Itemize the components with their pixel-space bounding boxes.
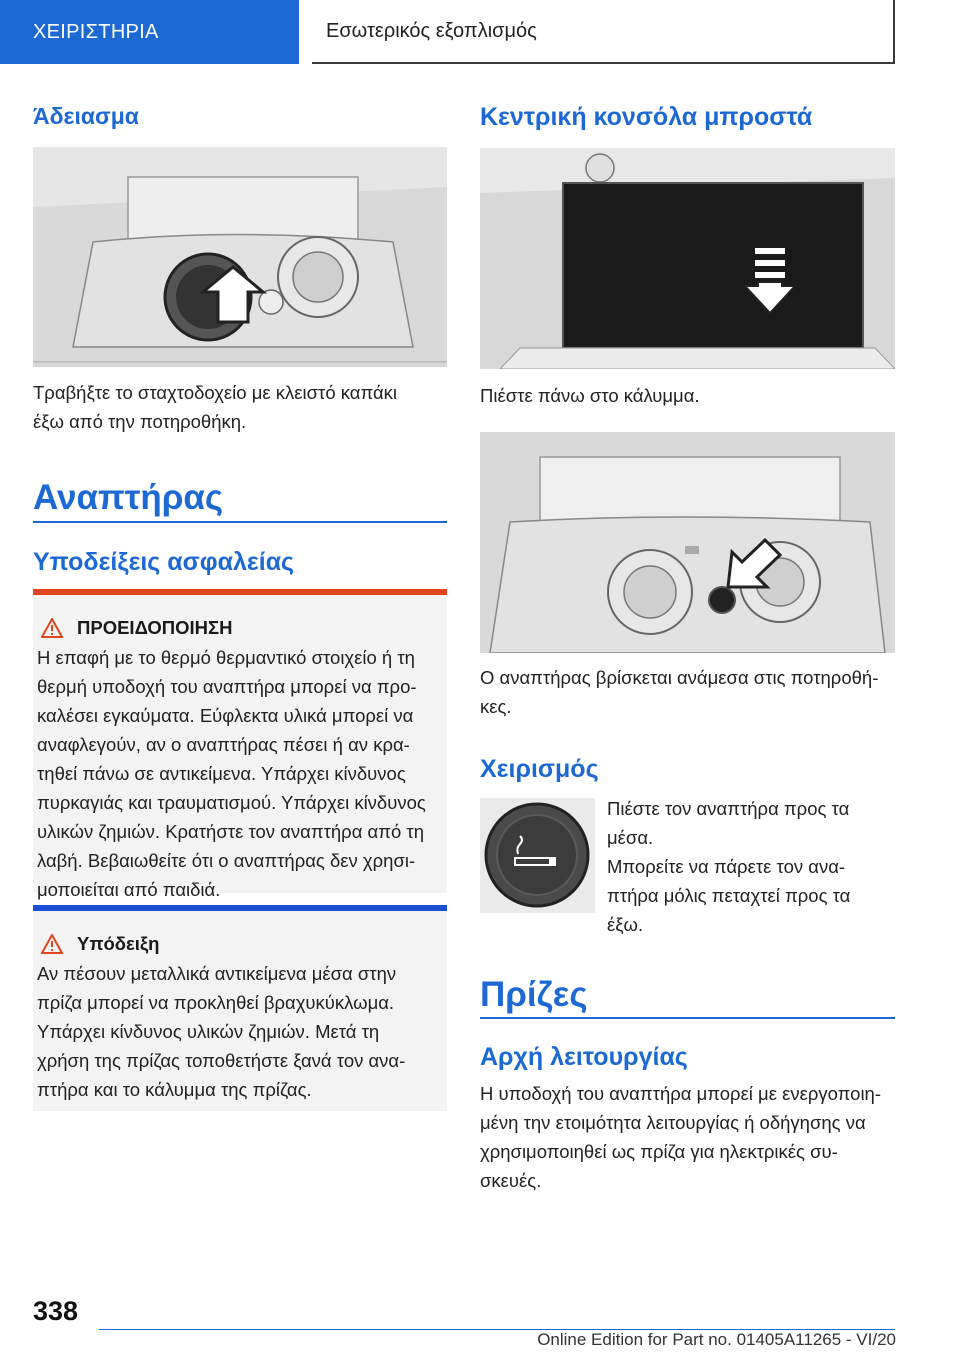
page-section-title: Εσωτερικός εξοπλισμός: [312, 0, 895, 64]
lighter-heading: Αναπτήρας: [33, 478, 224, 517]
warning-triangle-icon: [41, 934, 63, 954]
warning-triangle-icon: [41, 618, 63, 638]
emptying-text: Τραβήξτε το σταχτοδοχείο με κλειστό καπάκι έξω από την ποτηροθήκη.: [33, 382, 398, 432]
notice-text: Αν πέσουν μεταλλικά αντικείμενα μέσα στην πρίζα μπορεί να προκληθεί βραχυκύκλωμα. Υπάρχει κίνδυνος υλικών ζημιών. Μετά τη χρήση της πρίζας τοποθετήστε ξανά τον ανα- πτήρα και το κάλυμμα της πρίζας.: [37, 963, 406, 1100]
ashtray-photo: [33, 147, 447, 367]
console-heading: Κεντρική κονσόλα μπροστά: [480, 103, 813, 131]
edition-text: Online Edition for Part no. 01405A11265 - VI/20: [537, 1330, 896, 1349]
safety-heading: Υποδείξεις ασφαλείας: [33, 548, 295, 576]
warning-box: [33, 595, 447, 900]
sockets-rule: [480, 1017, 895, 1019]
sockets-heading: Πρίζες: [480, 975, 588, 1014]
warning-title: ΠΡΟΕΙΔΟΠΟΙΗΣΗ: [77, 617, 233, 638]
lighter-location-photo: [480, 432, 895, 653]
principle-text: Η υποδοχή του αναπτήρα μπορεί με ενεργοποιη- μένη την ετοιμότητα λειτουργίας ή οδήγησης να χρησιμοποιηθεί ως πρίζα για ηλεκτρικές συ- σκευές.: [480, 1083, 882, 1191]
console-cover-photo: [480, 148, 895, 369]
lighter-rule: [33, 521, 447, 523]
operation-text: Πιέστε τον αναπτήρα προς τα μέσα.: [607, 798, 850, 848]
operation-heading: Χειρισμός: [480, 755, 599, 783]
principle-heading: Αρχή λειτουργίας: [480, 1043, 688, 1071]
page-number: 338: [33, 1296, 79, 1326]
section-tab[interactable]: ΧΕΙΡΙΣΤΗΡΙΑ: [0, 0, 299, 64]
warning-text: Η επαφή με το θερμό θερμαντικό στοιχείο ή τη θερμή υποδοχή του αναπτήρα μπορεί να προ- καλέσει εγκαύματα. Εύφλεκτα υλικά μπορεί να αναφλεγούν, αν ο αναπτήρας πέσει ή αν κρα- τηθεί πάνω σε αντικείμενα. Υπάρχει κίνδυνος πυρκαγιάς και τραυματισμού. Υπάρχει κίνδυνος υλικών ζημιών. Κρατήστε τον αναπτήρα από τη λαβή. Βεβαιωθείτε ότι ο αναπτήρας δεν χρησι- μοποιείται από παιδιά.: [37, 647, 426, 900]
notice-title: Υπόδειξη: [77, 933, 160, 954]
pull-text: Μπορείτε να πάρετε τον ανα- πτήρα μόλις πεταχτεί προς τα έξω.: [607, 856, 851, 935]
notice-box: [33, 911, 447, 1111]
location-text: Ο αναπτήρας βρίσκεται ανάμεσα στις ποτηροθή- κες.: [480, 667, 879, 717]
press-cover-text: Πιέστε πάνω στο κάλυμμα.: [480, 385, 700, 406]
emptying-heading: Άδειασμα: [33, 103, 139, 129]
lighter-button-photo: [480, 798, 595, 913]
